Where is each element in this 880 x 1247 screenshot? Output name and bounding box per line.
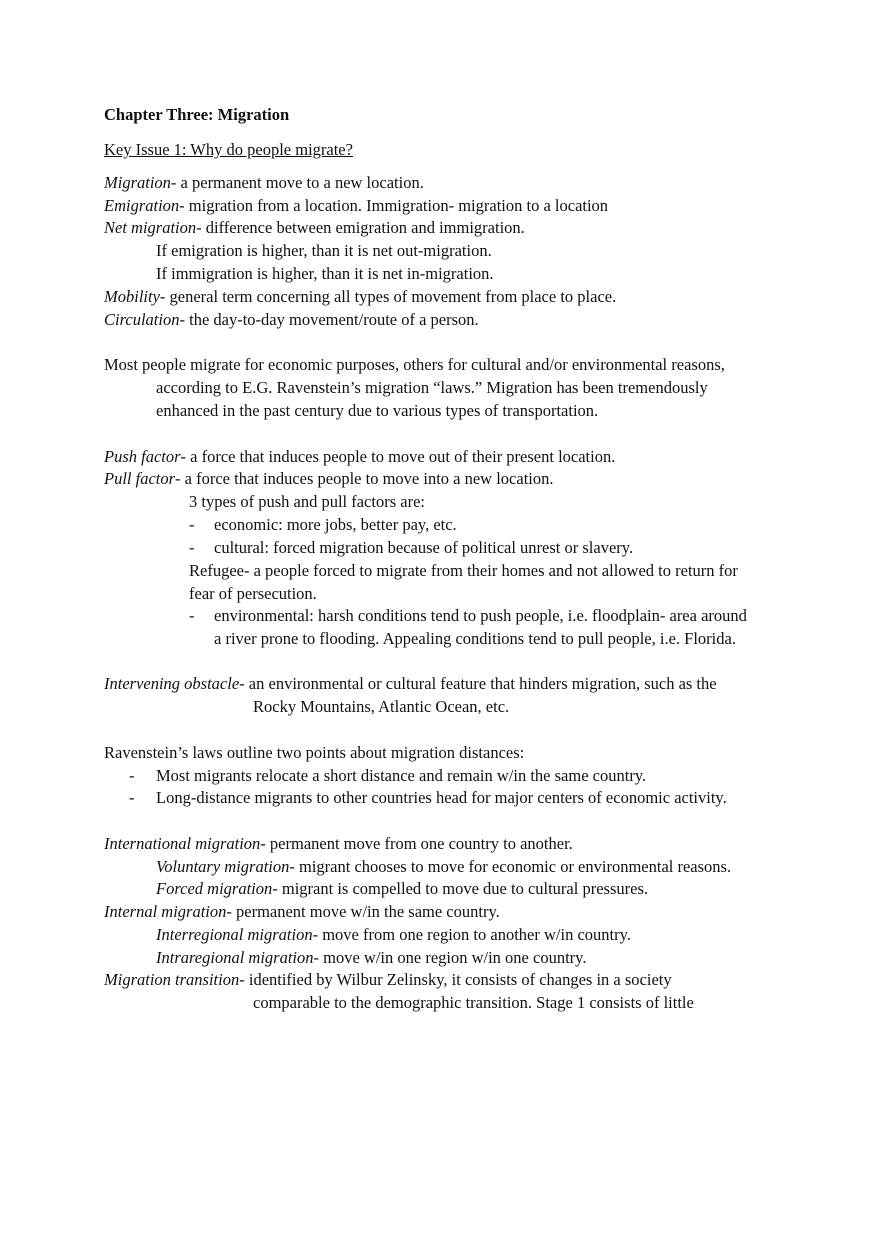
para-line: according to E.G. Ravenstein’s migration “laws.” Migration has been tremendously xyxy=(156,378,708,397)
def-pull-factor xyxy=(104,471,554,488)
distance-point-2: Long-distance migrants to other countries head for major centers of economic activity. xyxy=(156,788,727,807)
def-internal xyxy=(104,904,500,921)
term: International migration xyxy=(104,834,261,853)
definition: - a force that induces people to move out of their present location. xyxy=(180,447,616,466)
types-intro: 3 types of push and pull factors are: xyxy=(189,492,425,511)
def-interregional xyxy=(156,927,631,944)
definition: - permanent move from one country to another. xyxy=(260,834,573,853)
definition: - permanent move w/in the same country. xyxy=(226,902,500,921)
distances-intro: Ravenstein’s laws outline two points about migration distances: xyxy=(104,743,525,762)
definition: - general term concerning all types of movement from place to place. xyxy=(159,287,617,306)
definition: - a permanent move to a new location. xyxy=(170,173,424,192)
definition: - the day-to-day movement/route of a person. xyxy=(179,310,479,329)
term: Net migration xyxy=(104,218,197,237)
bullet-economic: economic: more jobs, better pay, etc. xyxy=(214,515,457,534)
def-intervening-obstacle xyxy=(104,676,717,693)
term: Mobility xyxy=(104,287,160,306)
bullet-dash: - xyxy=(129,788,135,807)
term: Interregional migration xyxy=(156,925,313,944)
bullet-environmental: environmental: harsh conditions tend to push people, i.e. floodplain- area around xyxy=(214,606,747,625)
def-voluntary xyxy=(156,859,731,876)
bullet-dash: - xyxy=(189,606,195,625)
definition: - migration from a location. Immigration- migration to a location xyxy=(179,196,609,215)
def-circulation xyxy=(104,312,479,329)
def-migration-transition-cont: comparable to the demographic transition. Stage 1 consists of little xyxy=(253,993,694,1012)
term: Migration transition xyxy=(104,970,240,989)
term: Emigration xyxy=(104,196,180,215)
net-in-line: If immigration is higher, than it is net in-migration. xyxy=(156,264,494,283)
distance-point-1: Most migrants relocate a short distance and remain w/in the same country. xyxy=(156,766,647,785)
refugee-line: fear of persecution. xyxy=(189,584,317,603)
def-migration xyxy=(104,175,424,192)
bullet-environmental-cont: a river prone to flooding. Appealing conditions tend to pull people, i.e. Florida. xyxy=(214,629,736,648)
term: Intraregional migration xyxy=(156,948,314,967)
bullet-cultural: cultural: forced migration because of political unrest or slavery. xyxy=(214,538,634,557)
term: Internal migration xyxy=(104,902,227,921)
definition: - migrant chooses to move for economic or environmental reasons. xyxy=(289,857,732,876)
definition: - identified by Wilbur Zelinsky, it consists of changes in a society xyxy=(239,970,672,989)
term: Intervening obstacle xyxy=(104,674,240,693)
bullet-dash: - xyxy=(189,515,195,534)
def-international xyxy=(104,836,573,853)
chapter-title: Chapter Three: Migration xyxy=(104,105,290,124)
def-forced xyxy=(156,881,648,898)
term: Migration xyxy=(104,173,171,192)
definition: - difference between emigration and immigration. xyxy=(196,218,525,237)
refugee-line: Refugee- a people forced to migrate from their homes and not allowed to return for xyxy=(189,561,738,580)
term: Forced migration xyxy=(156,879,273,898)
bullet-dash: - xyxy=(129,766,135,785)
definition: - move w/in one region w/in one country. xyxy=(313,948,587,967)
def-emigration xyxy=(104,198,608,215)
definition: - a force that induces people to move into a new location. xyxy=(175,469,554,488)
para-line: Most people migrate for economic purposes, others for cultural and/or environmental reasons, xyxy=(104,355,725,374)
term: Voluntary migration xyxy=(156,857,290,876)
def-intervening-obstacle-cont: Rocky Mountains, Atlantic Ocean, etc. xyxy=(253,697,510,716)
key-issue-heading: Key Issue 1: Why do people migrate? xyxy=(104,140,353,159)
net-out-line: If emigration is higher, than it is net out-migration. xyxy=(156,241,492,260)
definition: - an environmental or cultural feature that hinders migration, such as the xyxy=(239,674,717,693)
def-net-migration xyxy=(104,220,525,237)
def-migration-transition xyxy=(104,972,672,989)
term: Pull factor xyxy=(104,469,176,488)
def-mobility xyxy=(104,289,616,306)
term: Circulation xyxy=(104,310,180,329)
definition: - move from one region to another w/in country. xyxy=(312,925,631,944)
bullet-dash: - xyxy=(189,538,195,557)
para-line: enhanced in the past century due to various types of transportation. xyxy=(156,401,599,420)
term: Push factor xyxy=(104,447,181,466)
def-push-factor xyxy=(104,449,615,466)
definition: - migrant is compelled to move due to cultural pressures. xyxy=(272,879,648,898)
def-intraregional xyxy=(156,950,586,967)
